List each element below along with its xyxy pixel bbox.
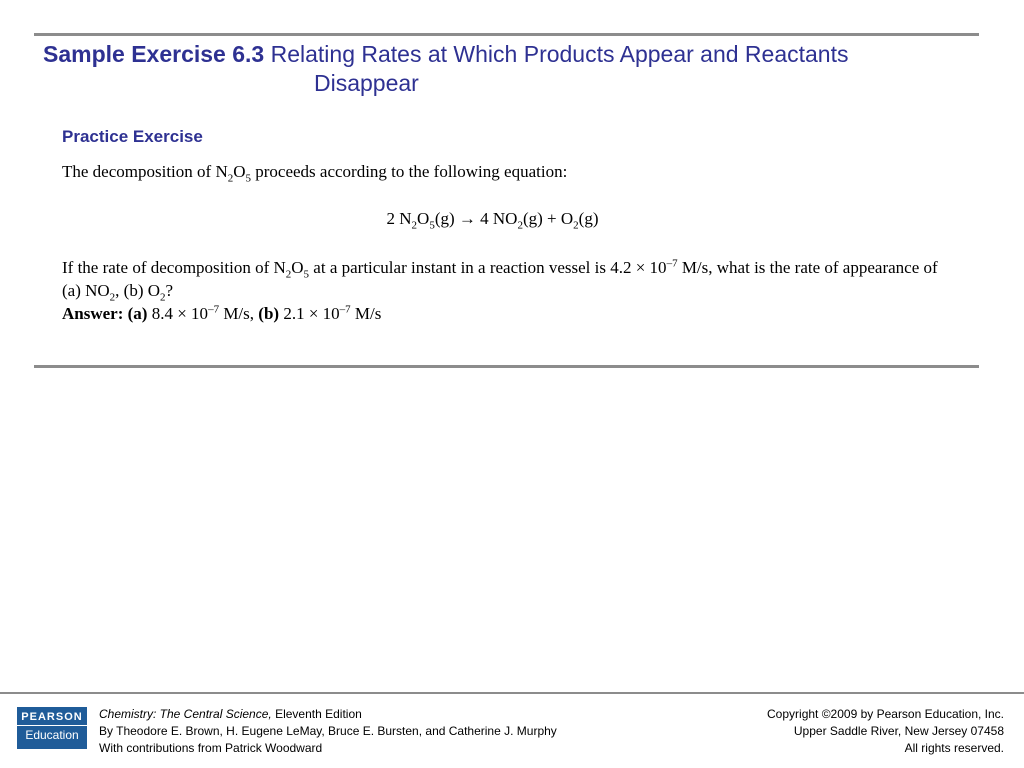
answer-a-label: (a) [127,304,148,323]
title-line1: Relating Rates at Which Products Appear and Reactants [270,41,849,67]
question-text [62,256,942,325]
title-line2: Disappear [314,70,419,96]
q-part: at a particular instant in a reaction vessel is 4.2 × 10 [309,258,667,277]
top-divider [34,33,979,36]
title-prefix: Sample Exercise 6.3 [43,41,265,67]
authors-line: By Theodore E. Brown, H. Eugene LeMay, Bruce E. Bursten, and Catherine J. Murphy [99,724,557,738]
intro-part: The decomposition of N [62,162,228,181]
q-part: ? [165,281,174,300]
eq-part: (g) [578,209,599,228]
intro-part: proceeds according to the following equation: [251,162,568,181]
footer-credits [99,706,557,757]
book-title: Chemistry: The Central Science, [99,707,272,721]
eq-sub: 2 [517,219,523,232]
footer-copyright [767,706,1004,757]
rights-line: All rights reserved. [904,741,1004,755]
eq-part: (g) → 4 NO [434,209,518,228]
q-sub: 2 [160,291,166,304]
section-heading: Practice Exercise [62,127,203,146]
answer-a-unit: M/s, [219,304,259,323]
eq-sub: 2 [411,219,418,232]
answer-b-exp: –7 [339,303,351,316]
answer-b-label: (b) [258,304,280,323]
slide-title [43,40,963,98]
eq-part: (g) + O [522,209,574,228]
answer-a-exp: –7 [208,303,220,316]
answer-b-unit: M/s [350,304,382,323]
intro-text [62,160,942,183]
q-sub: 2 [285,268,292,281]
eq-part: O [417,209,430,228]
q-part: O [291,258,304,277]
chemical-equation [0,209,985,232]
eq-sub: 5 [429,219,435,232]
q-sub: 2 [109,291,116,304]
answer-b-value: 2.1 × 10 [279,304,340,323]
book-edition: Eleventh Edition [271,707,362,721]
address-line: Upper Saddle River, New Jersey 07458 [793,724,1004,738]
q-part: , (b) O [115,281,161,300]
answer-label: Answer: [62,304,124,323]
copyright-line: Copyright ©2009 by Pearson Education, Inc. [767,707,1004,721]
contributors-line: With contributions from Patrick Woodward [99,741,323,755]
intro-sub: 5 [245,172,251,185]
q-part: M/s, what is the rate of appearance of (a) NO [62,258,938,300]
content-divider [34,365,979,368]
logo-bottom: Education [25,728,79,742]
eq-part: 2 N [386,209,412,228]
pearson-logo [17,707,87,749]
intro-part: O [233,162,246,181]
book-line [99,706,557,723]
q-sub: 5 [303,268,310,281]
q-sup: –7 [666,257,678,270]
intro-sub: 2 [227,172,234,185]
q-part: If the rate of decomposition of N [62,258,286,277]
logo-top: PEARSON [17,711,87,726]
answer-a-value: 8.4 × 10 [147,304,209,323]
eq-sub: 2 [573,219,579,232]
footer-divider [0,692,1024,694]
